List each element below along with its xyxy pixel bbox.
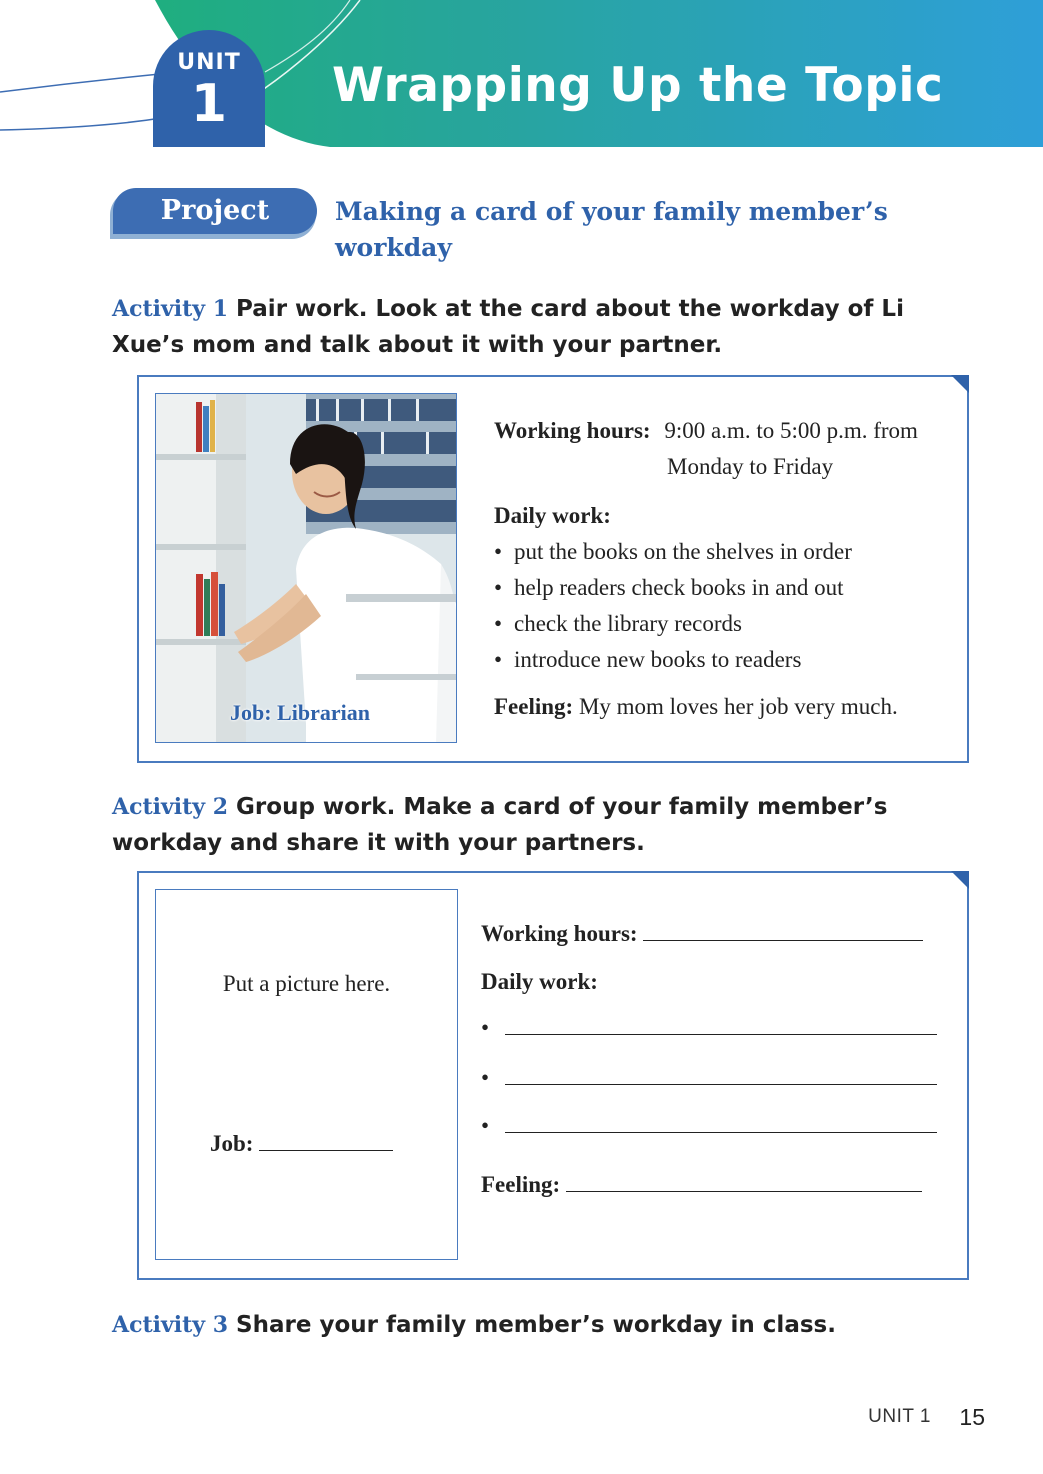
working-hours-value-line1: 9:00 a.m. to 5:00 p.m. from [664,418,918,443]
sample-working-hours [494,413,954,449]
feeling-field [481,1167,922,1203]
librarian-illustration [156,394,457,743]
page-title: Wrapping Up the Topic [332,58,944,113]
unit-number: 1 [190,74,228,134]
page-header [0,0,1043,160]
page-number: 15 [959,1404,985,1430]
working-hours-value-line2: Monday to Friday [667,454,834,479]
job-blank[interactable] [259,1149,393,1151]
daily-work-label-2: Daily work: [481,969,598,994]
daily-work-blank-row [481,1108,937,1144]
daily-work-blank-1[interactable] [505,1033,937,1035]
feeling-label-2: Feeling: [481,1172,561,1197]
activity-2-instruction: Group work. Make a card of your family member’s workday and share it with your partners. [112,794,888,856]
working-hours-field [481,916,923,952]
picture-placeholder: Put a picture here. [222,971,391,996]
daily-work-list [494,534,954,678]
bullet-icon: • [481,1015,490,1040]
picture-frame[interactable] [155,889,458,1260]
unit-badge [153,30,265,145]
activity-1-heading [112,291,982,363]
list-item: • check the library records [494,606,954,642]
list-item: • put the books on the shelves in order [494,534,954,570]
project-title: Making a card of your family member’s workday [335,197,888,262]
photo-job-caption: Job: Librarian [230,700,370,725]
job-label: Job: [210,1131,254,1156]
librarian-photo [155,393,457,743]
card-corner-fold [951,375,969,393]
feeling-blank[interactable] [566,1190,922,1192]
activity-3-instruction: Share your family member’s workday in class. [236,1312,836,1338]
daily-work-blank-3[interactable] [505,1131,937,1133]
sample-feeling [494,689,954,725]
feeling-label: Feeling: [494,694,574,719]
daily-work-blank-2[interactable] [505,1083,937,1085]
project-label: Project [113,188,317,234]
footer-unit: UNIT 1 [868,1406,931,1427]
daily-work-label: Daily work: [494,503,611,528]
unit-word: UNIT [177,50,241,75]
activity-3-heading [112,1307,982,1343]
daily-work-blank-row [481,1060,937,1096]
job-field [210,1126,393,1162]
activity-1-label: Activity 1 [112,296,229,322]
activity-2-label: Activity 2 [112,794,229,820]
working-hours-blank[interactable] [643,939,923,941]
activity-2-heading [112,789,982,861]
list-item: • help readers check books in and out [494,570,954,606]
bullet-icon: • [481,1065,490,1090]
bullet-icon: • [481,1113,490,1138]
daily-work-blank-row [481,1010,937,1046]
working-hours-label-2: Working hours: [481,921,638,946]
feeling-text: My mom loves her job very much. [578,694,898,719]
activity-3-label: Activity 3 [112,1312,229,1338]
list-item: • introduce new books to readers [494,642,954,678]
activity-1-instruction: Pair work. Look at the card about the workday of Li Xue’s mom and talk about it with your partner. [112,296,904,358]
card-corner-fold [951,871,969,889]
working-hours-label: Working hours: [494,418,651,443]
